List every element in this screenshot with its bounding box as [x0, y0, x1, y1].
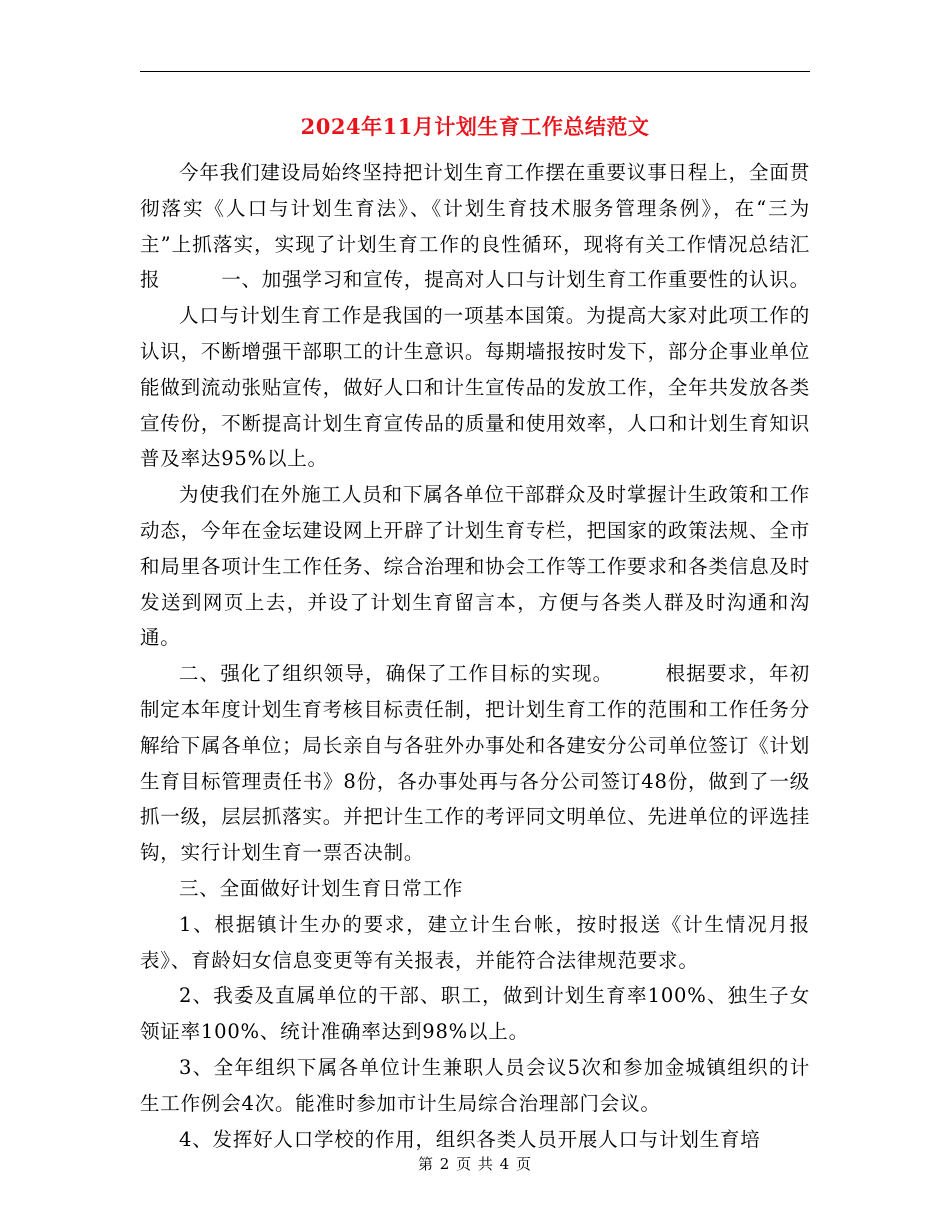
document-title: 2024年11月计划生育工作总结范文 — [300, 114, 650, 139]
paragraph: 二、强化了组织领导，确保了工作目标的实现。 根据要求，年初制定本年度计划生育考核目标责任制，把计划生育工作的范围和工作任务分解给下属各单位；局长亲自与各驻外办事处和各建安分公司单位签订《计划生育目标管理责任书》8份，各办事处再与各分公司签订48份，做到了一级抓一级，层层抓落实。并把计生工作的考评同文明单位、先进单位的评选挂钩，实行计划生育一票否决制。 — [140, 662, 810, 865]
section-heading: 三、全面做好计划生育日常工作 — [179, 876, 464, 900]
document-body — [140, 155, 810, 1157]
list-item: 2、我委及直属单位的干部、职工，做到计划生育率100%、独生子女领证率100%、统计准确率达到98%以上。 — [140, 984, 810, 1044]
list-item: 1、根据镇计生办的要求，建立计生台帐，按时报送《计生情况月报表》、育龄妇女信息变更等有关报表，并能符合法律规范要求。 — [140, 912, 810, 972]
page-number: 第 2 页 共 4 页 — [418, 1155, 532, 1173]
paragraph: 今年我们建设局始终坚持把计划生育工作摆在重要议事日程上，全面贯彻落实《人口与计划生育法》、《计划生育技术服务管理条例》，在“三为主”上抓落实，实现了计划生育工作的良性循环，现将有关工作情况总结汇报 一、加强学习和宣传，提高对人口与计划生育工作重要性的认识。 — [140, 161, 810, 292]
paragraph: 为使我们在外施工人员和下属各单位干部群众及时掌握计生政策和工作动态，今年在金坛建设网上开辟了计划生育专栏，把国家的政策法规、全市和局里各项计生工作任务、综合治理和协会工作等工作要求和各类信息及时发送到网页上去，并设了计划生育留言本，方便与各类人群及时沟通和沟通。 — [140, 483, 810, 650]
list-item: 3、全年组织下属各单位计生兼职人员会议5次和参加金城镇组织的计生工作例会4次。能准时参加市计生局综合治理部门会议。 — [140, 1055, 810, 1115]
header-rule — [140, 71, 810, 72]
paragraph: 人口与计划生育工作是我国的一项基本国策。为提高大家对此项工作的认识，不断增强干部职工的计生意识。每期墙报按时发下，部分企事业单位能做到流动张贴宣传，做好人口和计生宣传品的发放工作，全年共发放各类宣传份，不断提高计划生育宣传品的质量和使用效率，人口和计划生育知识普及率达95%以上。 — [140, 304, 810, 471]
list-item: 4、发挥好人口学校的作用，组织各类人员开展人口与计划生育培 — [179, 1127, 761, 1151]
